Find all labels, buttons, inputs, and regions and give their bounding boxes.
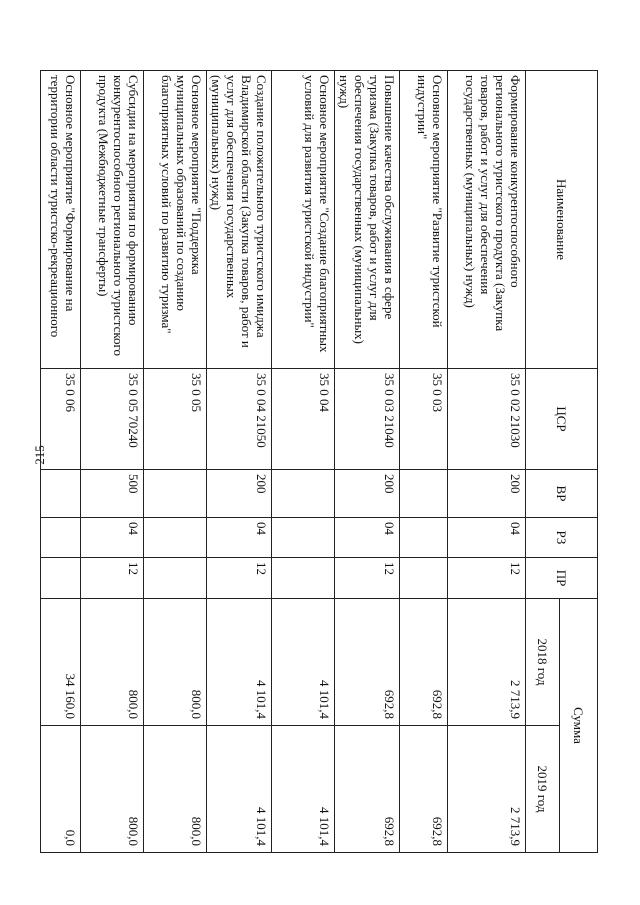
cell-amount-2018: 4 101,4 (272, 599, 335, 726)
table-row (41, 71, 81, 853)
cell-amount-2019: 0,0 (41, 726, 81, 853)
cell-amount-2018: 34 160,0 (41, 599, 81, 726)
cell-rz (400, 518, 448, 558)
cell-pr: 12 (335, 558, 400, 599)
cell-amount-2018: 692,8 (335, 599, 400, 726)
table-row (272, 71, 335, 853)
cell-csr: 35 0 02 21030 (448, 369, 526, 470)
cell-vr (41, 470, 81, 518)
cell-pr: 12 (207, 558, 272, 599)
cell-amount-2019: 4 101,4 (207, 726, 272, 853)
table-row (81, 71, 144, 853)
header-name: Наименование (526, 71, 598, 369)
cell-pr (144, 558, 207, 599)
cell-pr (272, 558, 335, 599)
cell-csr: 35 0 03 21040 (335, 369, 400, 470)
header-pr: ПР (526, 558, 598, 599)
cell-csr: 35 0 04 21050 (207, 369, 272, 470)
cell-rz: 04 (448, 518, 526, 558)
cell-csr: 35 0 03 (400, 369, 448, 470)
cell-name: Субсидии на мероприятия по формированию конкурентоспособного регионального туристского продукта (Межбюджетные трансферты) (81, 71, 144, 369)
rotated-document (40, 70, 598, 853)
cell-csr: 35 0 06 (41, 369, 81, 470)
table-body (41, 71, 526, 853)
header-csr: ЦСР (526, 369, 598, 470)
cell-amount-2018: 2 713,9 (448, 599, 526, 726)
cell-amount-2019: 800,0 (144, 726, 207, 853)
cell-name: Основное мероприятие "Развитие туристской индустрии" (400, 71, 448, 369)
table-row (448, 71, 526, 853)
cell-rz (272, 518, 335, 558)
table-row (144, 71, 207, 853)
cell-rz (144, 518, 207, 558)
cell-amount-2019: 2 713,9 (448, 726, 526, 853)
cell-rz: 04 (335, 518, 400, 558)
cell-amount-2019: 692,8 (335, 726, 400, 853)
header-sum: Сумма (560, 599, 598, 853)
budget-table (40, 70, 598, 853)
cell-rz: 04 (207, 518, 272, 558)
header-rz: РЗ (526, 518, 598, 558)
cell-vr (400, 470, 448, 518)
cell-amount-2019: 4 101,4 (272, 726, 335, 853)
table-row (400, 71, 448, 853)
cell-amount-2018: 800,0 (81, 599, 144, 726)
header-year-2019: 2019 год (526, 726, 560, 853)
cell-pr (41, 558, 81, 599)
cell-vr: 200 (207, 470, 272, 518)
cell-name: Основное мероприятие "Создание благоприятных условий для развития туристской индустрии" (272, 71, 335, 369)
cell-csr: 35 0 04 (272, 369, 335, 470)
table-row (335, 71, 400, 853)
cell-csr: 35 0 05 (144, 369, 207, 470)
page-number: 215 (32, 445, 47, 465)
table-row (207, 71, 272, 853)
cell-amount-2018: 800,0 (144, 599, 207, 726)
header-year-2018: 2018 год (526, 599, 560, 726)
cell-amount-2018: 4 101,4 (207, 599, 272, 726)
cell-name: Формирование конкурентоспособного регионального туристского продукта (Закупка товаров, работ и услуг для обеспечения государственных (муниципальных) нужд) (448, 71, 526, 369)
cell-vr (144, 470, 207, 518)
cell-amount-2019: 800,0 (81, 726, 144, 853)
cell-pr (400, 558, 448, 599)
cell-name: Основное мероприятие "Поддержка муниципальных образований по созданию благоприятных условий по развитию туризма" (144, 71, 207, 369)
cell-name: Основное мероприятие "Формирование на территории области туристско-рекреационного (41, 71, 81, 369)
cell-amount-2019: 692,8 (400, 726, 448, 853)
cell-name: Создание положительного туристского имиджа Владимирской области (Закупка товаров, работ и услуг для обеспечения государственных (муниципальных) нужд) (207, 71, 272, 369)
header-vr: ВР (526, 470, 598, 518)
cell-csr: 35 0 05 70240 (81, 369, 144, 470)
cell-vr: 500 (81, 470, 144, 518)
cell-vr (272, 470, 335, 518)
cell-name: Повышение качества обслуживания в сфере туризма (Закупка товаров, работ и услуг для обеспечения государственных (муниципальных) нужд) (335, 71, 400, 369)
cell-rz: 04 (81, 518, 144, 558)
cell-amount-2018: 692,8 (400, 599, 448, 726)
cell-pr: 12 (448, 558, 526, 599)
cell-pr: 12 (81, 558, 144, 599)
cell-vr: 200 (448, 470, 526, 518)
cell-rz (41, 518, 81, 558)
cell-vr: 200 (335, 470, 400, 518)
